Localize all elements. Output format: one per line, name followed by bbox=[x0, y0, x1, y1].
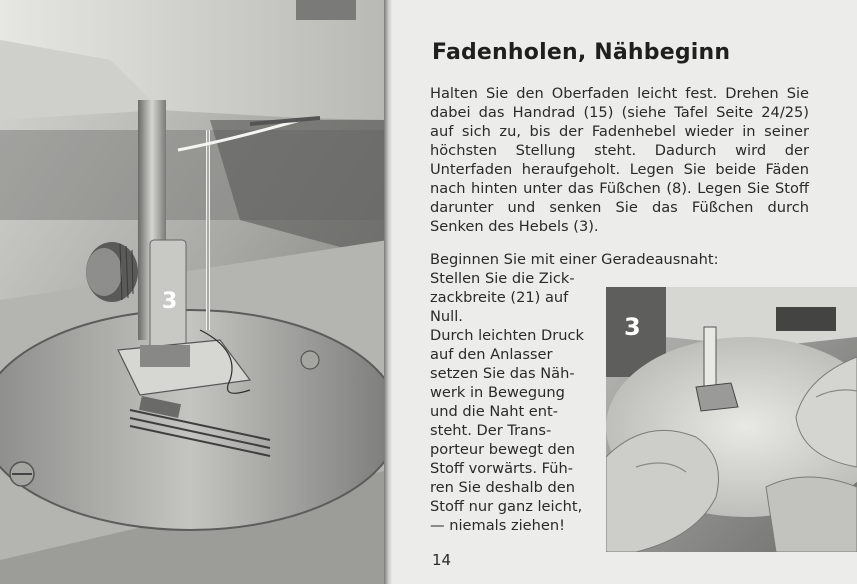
text-line: Stoff vorwärts. Füh- bbox=[430, 460, 574, 477]
narrow-column-text bbox=[430, 269, 592, 535]
text-line: Stoff nur ganz leicht, bbox=[430, 498, 583, 515]
instruction-paragraph: Halten Sie den Oberfaden leicht fest. Drehen Sie dabei das Handrad (15) (siehe Tafel Seite 24/25) auf sich zu, bis der Fadenhebel wieder in seiner höchsten Stellung steht. Dadurch wird der Unterfaden heraufgeholt. Legen Sie beide Fäden nach hinten unter das Füßchen (8). Legen Sie Stoff darunter und senken Sie das Füßchen durch Senken des Hebels (3). bbox=[430, 85, 809, 235]
text-line: Null. bbox=[430, 308, 463, 325]
text-line: und die Naht ent- bbox=[430, 403, 559, 420]
inset-marker: 3 bbox=[624, 313, 641, 341]
text-line: zackbreite (21) auf bbox=[430, 289, 569, 306]
hands-fabric-photo bbox=[606, 287, 857, 552]
text-line: setzen Sie das Näh- bbox=[430, 365, 575, 382]
text-line: — niemals ziehen! bbox=[430, 517, 565, 534]
text-line: werk in Bewegung bbox=[430, 384, 565, 401]
text-page bbox=[392, 0, 857, 584]
page-number: 14 bbox=[432, 551, 452, 569]
sewing-foot-illustration bbox=[0, 0, 388, 584]
page-heading: Fadenholen, Nähbeginn bbox=[432, 40, 731, 65]
text-line: steht. Der Trans- bbox=[430, 422, 552, 439]
text-line: ren Sie deshalb den bbox=[430, 479, 575, 496]
begin-instruction: Beginnen Sie mit einer Geradeausnaht: bbox=[430, 251, 719, 268]
text-line: porteur bewegt den bbox=[430, 441, 576, 458]
sewing-foot-photo bbox=[0, 0, 388, 584]
text-line: Durch leichten Druck bbox=[430, 327, 584, 344]
photo-marker: 3 bbox=[162, 289, 178, 314]
text-line: Stellen Sie die Zick- bbox=[430, 270, 575, 287]
page-gutter bbox=[384, 0, 392, 584]
text-line: auf den Anlasser bbox=[430, 346, 553, 363]
hands-fabric-illustration bbox=[606, 287, 857, 552]
